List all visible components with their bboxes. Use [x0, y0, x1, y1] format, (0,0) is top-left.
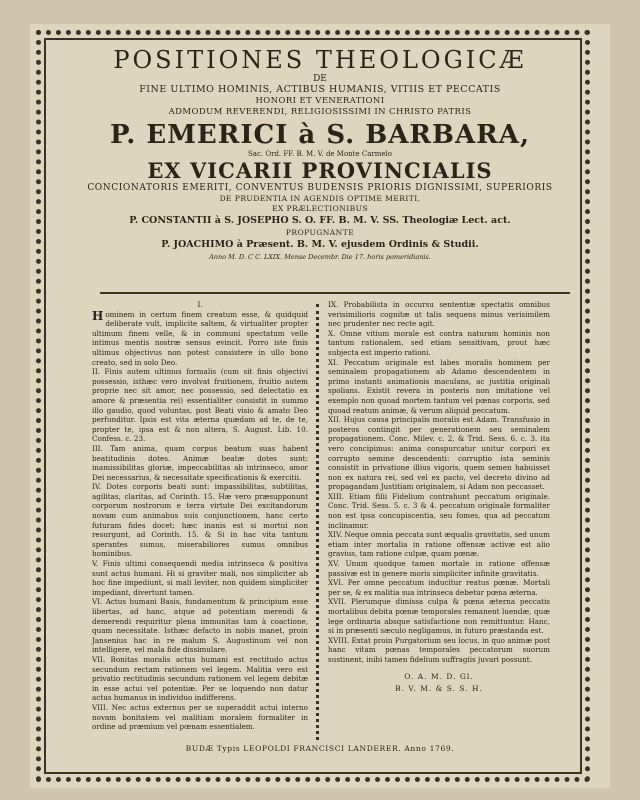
imprint-line: BUDÆ Typis LEOPOLDI FRANCISCI LANDERER. Anno 1769. [185, 744, 455, 753]
thesis-14: XIV. Neque omnia peccata sunt æqualis gravitatis, sed unum etiam inter mortalia in ratione offensæ activæ est alio gravius, tam ratione culpæ, quam pœnæ. [328, 530, 550, 559]
patron-name: P. EMERICI à S. BARBARA, [109, 120, 531, 150]
drop-cap: H [92, 308, 104, 323]
propugnante-line: PROPUGNANTE [285, 228, 355, 237]
document-title: POSITIONES THEOLOGICÆ [113, 46, 527, 74]
date-line: Anno M. D. C C. LXIX. Mense Decembr. Die 17. horis pomeridianis. [209, 253, 431, 261]
dedication-line: ADMODUM REVERENDI, RELIGIOSISSIMI IN CHRISTO PATRIS [168, 107, 472, 117]
thesis-3: III. Tam anima, quam corpus beatum suas habent beatitudinis dotes. Animæ beatæ dotes sunt: inamissibilitas gloriæ, impeccabilitas ab intrinseco, amor Dei necessarius, & necessitate specificationis & exercitii. [92, 443, 308, 482]
thesis-1 [92, 310, 308, 368]
left-column [92, 300, 308, 732]
thesis-9: IX. Probabilista in occursu sententiæ spectatis omnibus verisimilioris cognitæ ut talis sequens minus verisimilem nec prudenter nec recte agit. [328, 300, 550, 329]
section-heading: I. [197, 300, 203, 309]
thesis-17: XVII. Plerumque dimissa culpa & pœna æterna peccatis mortalibus debita pœnæ temporales remanent luendæ, quæ lege ordinaria absque satisfactione non remittuntur. Hanc, si in præsenti sæculo negligamus, in futuro præstanda est. [328, 597, 550, 636]
dedication-sign-2: B. V. M. & S. S. H. [395, 683, 483, 693]
thesis-16: XVI. Per omne peccatum inducitur reatus pœnæ. Mortali per se, & ex malitia sua intrinseca debetur pœna æterna. [328, 578, 550, 597]
thesis-6: VI. Actus humani Basis, fundamentum & principium esse libertas, ad hanc, atque ad potentiam merendi & demerendi requiritur plena immunitas tam à coactione, quam necessitate. Isthæc defacto in nobis manet, proin Jansenius hac in re malum S. Augustinum vel non intelligere, vel mala fide dissimulare. [92, 597, 308, 655]
right-column [328, 300, 550, 695]
thesis-18: XVIII. Extat proin Purgatorium seu locus, in quo animæ post hanc vitam pœnas temporales peccatorum suorum sustinent, inibi tamen fidelium suffragiis juvari possunt. [328, 635, 550, 664]
thesis-13: XIII. Etiam filii Fidelium contrahunt peccatum originale. Conc. Trid. Sess. 5. c. 3 & 4. peccatum originale formaliter non est ipsa concupiscentia, seu fomes, qua ad peccatum inclinamur. [328, 491, 550, 530]
thesis-8: VIII. Nec actus externus per se superaddit actui interno novam bonitatem vel malitiam moralem formaliter in ordine ad præmium vel pœnam essentialem. [92, 702, 308, 732]
thesis-15: XV. Unum quodque tamen mortale in ratione offensæ passivæ est in genere moris simpliciter infinite gravitatis. [328, 559, 550, 578]
thesis-10: X. Omne vitium morale est contra naturam hominis non tantum rationalem, sed etiam sensitivam, prout hæc subjecta est imperio rationi. [328, 328, 550, 357]
concionator-line: CONCIONATORIS EMERITI, CONVENTUS BUDENSIS PRIORIS DIGNISSIMI, SUPERIORIS [87, 183, 553, 193]
thesis-12: XII. Hujus causa principalis moralis est Adam. Transfusio in posteros contingit per generationem seu seminalem propagationem. Conc. Milev. c. 2, & Trid. Sess. 6. c. 3. ita vero concipimus: anima conspurcatur unitur corpori ex corrupto semine descendenti: corruptio ista seminis consistit in privatione illius vigoris, quem semen habuisset non ex natura rei, sed vel ex pacto, vel decreto divino ad propagandam Justitiam originalem, si Adam non peccasset. [328, 415, 550, 492]
lector-line: P. CONSTANTII à S. JOSEPHO S. O. FF. B. M. V. SS. Theologiæ Lect. act. [129, 215, 511, 226]
order-line: Sac. Ord. FF. B. M. V. de Monte Carmelo [248, 150, 392, 158]
title-de: DE [313, 74, 327, 84]
defender-line: P. JOACHIMO à Præsent. B. M. V. ejusdem Ordinis & Studii. [161, 239, 479, 250]
prudentia-line: DE PRUDENTIA IN AGENDIS OPTIME MERITI, [219, 194, 421, 203]
thesis-7: VII. Bonitas moralis actus humani est rectitudo actus secundum rectam rationem vel legem. Malitia vero est privatio rectitudinis secundum rationem vel legem debitæ in esse actui vel potentiæ. Per se loquendo non datur actus humanus in individuo indifferens. [92, 654, 308, 703]
office-line: EX VICARII PROVINCIALIS [147, 158, 493, 183]
honor-line: HONORI ET VENERATIONI [255, 96, 385, 106]
thesis-4: IV. Dotes corporis beati sunt: impassibilitas, subtilitas, agilitas, claritas, ad Corinth. 15. Hæ vero præsupponunt corporum nostrorum e terra virtute Dei excitandorum novam cum animabus suis conjunctionem, hanc certo futuram fides docet: hæc inanis est si mortui non resurgunt, ad Corinth. 15. & Si in hac vita tantum sperantes sumus, miserabiliores sumus omnibus hominibus. [92, 482, 308, 559]
dedication-sign-1: O. A. M. D. Gl. [404, 671, 474, 681]
thesis-2: II. Finis autem ultimus formalis (cum sit finis objectivi possessio, isthæc vero involvat fruitionem, fruitio autem proprie nec sit amor, nec possessio, sed delectatio ex amore & præsentia rei) essentialiter consistit in summo illo gaudio, quod voluntas, post Beati visio & amato Deo perfunditur. Ipsis est vita æterna quædam ad te, de te, propter te, ipsa est & non altera, S. August. Lib. 10. Confess. c. 23. [92, 367, 308, 444]
thesis-11: XI. Peccatum originale est labes moralis hominem per seminalem propagationem ab Adamo descendentem in primo instanti animationis maculans, ac justitia originali spolians. Existit revera in posteris non imitatione vel exemplo non quoad mortem tantum vel pœnas corporis, sed quoad reatum animæ, & verum aliquid peccatum. [328, 357, 550, 415]
header-rule [100, 292, 570, 294]
column-divider [316, 304, 322, 740]
praelectionibus-line: EX PRÆLECTIONIBUS [271, 204, 369, 213]
thesis-1-text: ominem in certum finem creatum esse, & quidquid deliberate vult, implicite saltem, & virtualiter propter ultimum finem velle, & in communi spectatum velle intimus mentis nostræ sensus evincit. Porro iste finis ultimus objectivus non potest consistere in ullo bono creato, sed in solo Deo. [92, 309, 308, 367]
thesis-5: V. Finis ultimi consequendi media intrinseca & positiva sunt actus humani. Hi si graviter mali, nos simpliciter ab hoc fine impediunt, si mali leviter, non quidem simpliciter impediant, divertunt tamen. [92, 559, 308, 597]
subject-line: FINE ULTIMO HOMINIS, ACTIBUS HUMANIS, VITIIS ET PECCATIS [139, 84, 501, 95]
